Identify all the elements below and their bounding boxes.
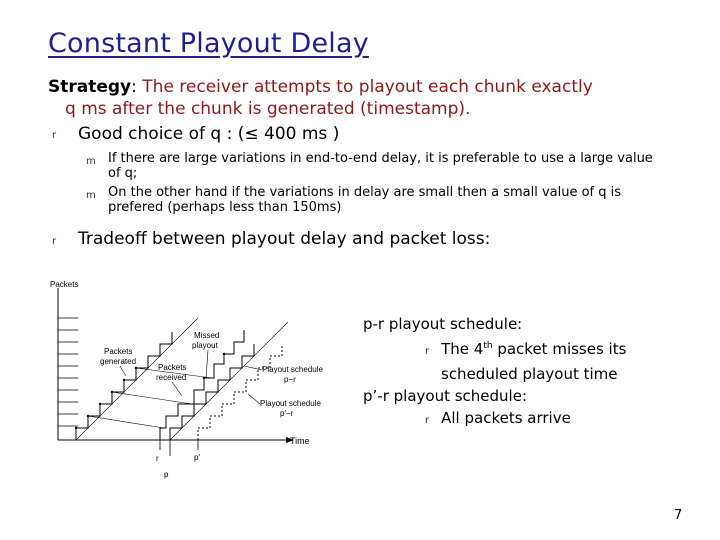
- playout-schedule-p-r: [170, 344, 254, 440]
- sub-bullet-marker: r: [425, 346, 430, 357]
- sub-bullet-large-variation: If there are large variations in end-to-end delay, it is preferable to use a large value of q;: [108, 151, 653, 181]
- x-axis-label: Time: [290, 436, 310, 446]
- playout-delay-figure: [48, 278, 348, 480]
- schedule-notes: [363, 313, 626, 432]
- note-pp-r-heading: p’-r playout schedule:: [363, 387, 528, 405]
- slide-title: Constant Playout Delay: [48, 28, 369, 59]
- bullet-good-choice: Good choice of q : (≤ 400 ms ): [78, 124, 340, 144]
- note-p-r-sup: th: [483, 341, 493, 351]
- note-p-r-line-rest: packet misses its: [492, 340, 627, 358]
- leader-schedule-pp-r: [248, 394, 260, 404]
- leader-packets-received: [172, 382, 182, 396]
- note-p-r-line3: scheduled playout time: [441, 365, 618, 383]
- transit-arrows: [88, 368, 212, 428]
- strategy-text-line1: The receiver attempts to playout each chunk exactly: [136, 77, 593, 97]
- bullet-tradeoff: Tradeoff between playout delay and packet loss:: [78, 229, 491, 249]
- sub-bullet-marker: m: [86, 190, 96, 201]
- note-pp-r-line: All packets arrive: [441, 409, 571, 427]
- sub-bullet-small-variation: On the other hand if the variations in delay are small then a small value of q is prefered (perhaps less than 150ms): [108, 185, 622, 215]
- label-schedule-pp-r: Playout schedule p′−r: [260, 399, 321, 418]
- label-packets-received: Packets received: [156, 363, 187, 382]
- strategy-colon: :: [131, 77, 137, 97]
- tick-label-pp: p′: [194, 453, 200, 462]
- tick-label-r: r: [156, 454, 159, 463]
- bullet-marker: r: [52, 130, 57, 141]
- strategy-label: Strategy: [48, 77, 132, 97]
- label-missed-playout: Missed playout: [192, 331, 220, 350]
- sub-bullet-marker: m: [86, 156, 96, 167]
- page-number: 7: [674, 508, 683, 523]
- strategy-paragraph: [48, 76, 668, 120]
- note-p-r-heading: p-r playout schedule:: [363, 315, 523, 333]
- strategy-text-line2: q ms after the chunk is generated (timestamp).: [65, 99, 471, 119]
- y-ticks: [58, 318, 78, 426]
- label-schedule-p-r: Playout schedule p−r: [262, 365, 323, 384]
- tick-label-p: p: [164, 470, 169, 479]
- label-packets-generated: Packets generated: [100, 347, 137, 366]
- bullet-marker: r: [52, 236, 57, 247]
- note-p-r-line: The 4: [441, 340, 484, 358]
- note-p-r-detail: [363, 335, 626, 363]
- leader-packets-generated: [120, 366, 126, 376]
- leader-missed-playout: [206, 350, 208, 378]
- note-pp-r-detail: [363, 407, 626, 432]
- sub-bullet-marker: r: [425, 415, 430, 426]
- y-axis-label: Packets: [50, 280, 79, 289]
- diagonal-p-r: [170, 322, 288, 440]
